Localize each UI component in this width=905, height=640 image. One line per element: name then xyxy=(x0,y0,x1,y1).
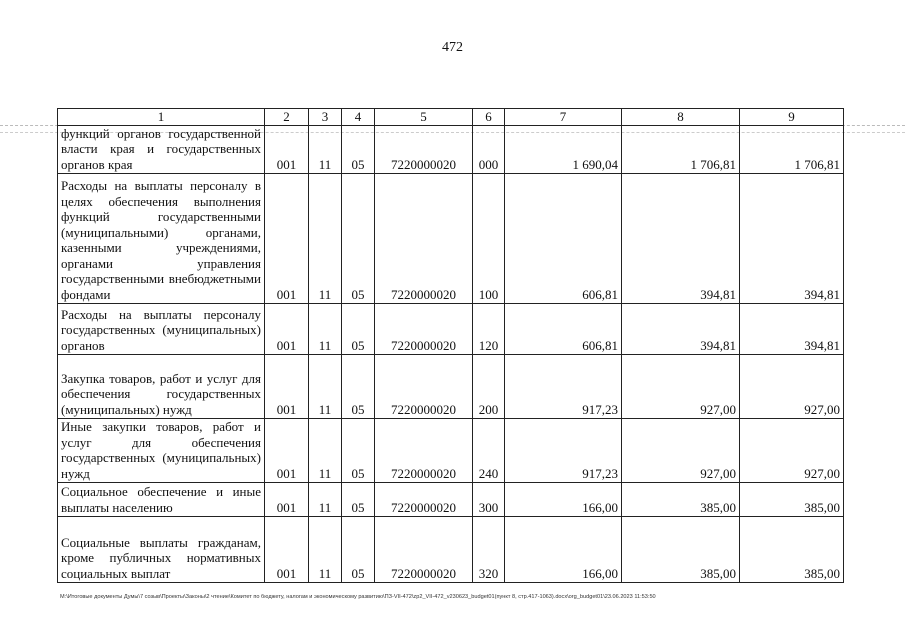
cell-amount-9: 394,81 xyxy=(740,304,844,355)
header-cell: 5 xyxy=(375,109,473,126)
cell-ministry: 001 xyxy=(265,304,309,355)
cell-section: 11 xyxy=(309,304,342,355)
cell-target-code: 7220000020 xyxy=(375,419,473,483)
cell-ministry: 001 xyxy=(265,483,309,517)
table-row xyxy=(58,304,844,355)
cell-amount-8: 927,00 xyxy=(622,355,740,419)
cell-amount-9: 385,00 xyxy=(740,483,844,517)
cell-ministry: 001 xyxy=(265,174,309,304)
cell-amount-8: 394,81 xyxy=(622,174,740,304)
row-name: Социальные выплаты гражданам, кроме публичных нормативных социальных выплат xyxy=(58,517,265,583)
row-name: Закупка товаров, работ и услуг для обеспечения государственных (муниципальных) нужд xyxy=(58,355,265,419)
cell-subsection: 05 xyxy=(342,174,375,304)
cell-target-code: 7220000020 xyxy=(375,355,473,419)
cell-expense-type: 000 xyxy=(473,125,505,174)
cell-subsection: 05 xyxy=(342,125,375,174)
header-cell: 4 xyxy=(342,109,375,126)
file-path-footer: М:\Итоговые документы Думы\7 созыв\Проекты\Законы\2 чтение\Комитет по бюджету, налогам и экономическому развитию\ПЗ-VII-472\zp2_VII-472_v230623_budget01(пункт 8, стр.417-1063).docx\org_budget01\23.06.2023 11:53:50 xyxy=(60,594,656,600)
header-cell: 6 xyxy=(473,109,505,126)
cell-section: 11 xyxy=(309,355,342,419)
cell-subsection: 05 xyxy=(342,483,375,517)
cell-amount-9: 1 706,81 xyxy=(740,125,844,174)
cell-section: 11 xyxy=(309,419,342,483)
table-row xyxy=(58,483,844,517)
cell-target-code: 7220000020 xyxy=(375,125,473,174)
table-row xyxy=(58,517,844,583)
row-name: функций органов государственной власти края и государственных органов края xyxy=(58,125,265,174)
cell-subsection: 05 xyxy=(342,517,375,583)
table-row xyxy=(58,355,844,419)
cell-section: 11 xyxy=(309,483,342,517)
cell-expense-type: 240 xyxy=(473,419,505,483)
cell-section: 11 xyxy=(309,517,342,583)
cell-expense-type: 120 xyxy=(473,304,505,355)
cell-subsection: 05 xyxy=(342,304,375,355)
cell-amount-8: 385,00 xyxy=(622,517,740,583)
cell-ministry: 001 xyxy=(265,517,309,583)
cell-target-code: 7220000020 xyxy=(375,517,473,583)
cell-target-code: 7220000020 xyxy=(375,174,473,304)
cell-amount-7: 166,00 xyxy=(505,517,622,583)
row-name: Иные закупки товаров, работ и услуг для обеспечения государственных (муниципальных) нужд xyxy=(58,419,265,483)
cell-amount-8: 927,00 xyxy=(622,419,740,483)
cell-ministry: 001 xyxy=(265,355,309,419)
cell-target-code: 7220000020 xyxy=(375,483,473,517)
table-row xyxy=(58,125,844,174)
cell-amount-8: 394,81 xyxy=(622,304,740,355)
header-cell: 9 xyxy=(740,109,844,126)
cell-amount-7: 917,23 xyxy=(505,355,622,419)
cell-expense-type: 100 xyxy=(473,174,505,304)
header-cell: 3 xyxy=(309,109,342,126)
cell-amount-7: 917,23 xyxy=(505,419,622,483)
cell-amount-7: 1 690,04 xyxy=(505,125,622,174)
header-cell: 1 xyxy=(58,109,265,126)
cell-expense-type: 320 xyxy=(473,517,505,583)
header-cell: 7 xyxy=(505,109,622,126)
cell-expense-type: 200 xyxy=(473,355,505,419)
budget-table xyxy=(57,108,844,583)
cell-amount-8: 1 706,81 xyxy=(622,125,740,174)
row-name: Расходы на выплаты персоналу в целях обеспечения выполнения функций государственными (муниципальными) органами, казенными учреждениями, органами управления государственными внебюджетными фондами xyxy=(58,174,265,304)
row-name: Расходы на выплаты персоналу государственных (муниципальных) органов xyxy=(58,304,265,355)
cell-amount-9: 927,00 xyxy=(740,419,844,483)
cell-amount-9: 927,00 xyxy=(740,355,844,419)
cell-amount-8: 385,00 xyxy=(622,483,740,517)
cell-section: 11 xyxy=(309,174,342,304)
cell-amount-7: 606,81 xyxy=(505,304,622,355)
header-cell: 8 xyxy=(622,109,740,126)
cell-ministry: 001 xyxy=(265,125,309,174)
cell-ministry: 001 xyxy=(265,419,309,483)
budget-table-container xyxy=(57,108,844,583)
cell-amount-7: 606,81 xyxy=(505,174,622,304)
table-row xyxy=(58,174,844,304)
header-cell: 2 xyxy=(265,109,309,126)
cell-subsection: 05 xyxy=(342,419,375,483)
table-row xyxy=(58,419,844,483)
cell-amount-7: 166,00 xyxy=(505,483,622,517)
cell-target-code: 7220000020 xyxy=(375,304,473,355)
cell-subsection: 05 xyxy=(342,355,375,419)
cell-amount-9: 385,00 xyxy=(740,517,844,583)
table-header-row xyxy=(58,109,844,126)
cell-amount-9: 394,81 xyxy=(740,174,844,304)
row-name: Социальное обеспечение и иные выплаты населению xyxy=(58,483,265,517)
page-number: 472 xyxy=(442,40,463,55)
cell-expense-type: 300 xyxy=(473,483,505,517)
cell-section: 11 xyxy=(309,125,342,174)
